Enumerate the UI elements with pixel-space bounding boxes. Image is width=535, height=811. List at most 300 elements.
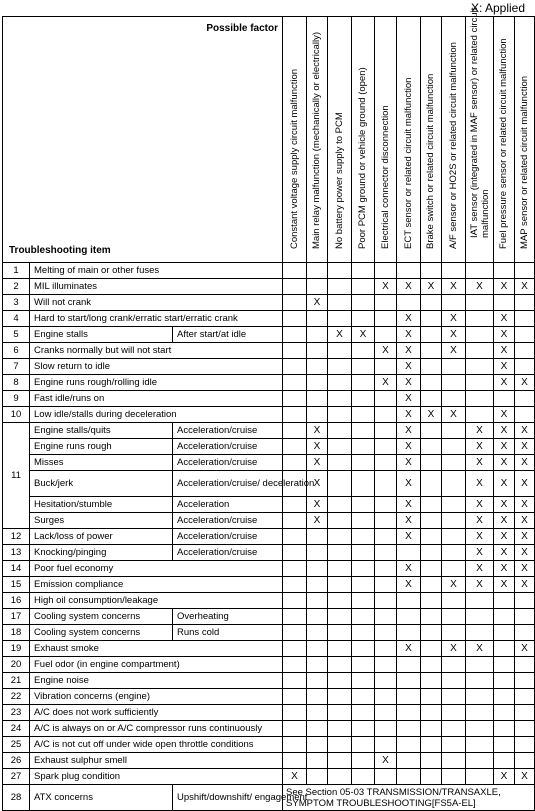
troubleshooting-item-title: Troubleshooting item — [9, 245, 111, 256]
table-row — [3, 769, 535, 785]
troubleshooting-item: Emission compliance — [30, 577, 283, 593]
factor-column-label: MAP sensor or related circuit malfunction — [518, 75, 530, 249]
applied-cell — [515, 391, 535, 407]
applied-cell — [328, 391, 352, 407]
applied-cell — [307, 279, 328, 295]
factor-column-label: A/F sensor or HO2S or related circuit malfunction — [447, 42, 459, 249]
table-row — [3, 263, 535, 279]
applied-cell: X — [397, 561, 421, 577]
applied-cell: X — [494, 407, 515, 423]
applied-cell — [307, 689, 328, 705]
factor-column-label: Electrical connector disconnection — [379, 105, 391, 249]
applied-cell — [283, 545, 307, 561]
applied-cell — [494, 721, 515, 737]
applied-cell — [307, 737, 328, 753]
applied-cell — [283, 737, 307, 753]
applied-cell — [421, 311, 442, 327]
table-row — [3, 439, 535, 455]
applied-cell — [307, 375, 328, 391]
applied-cell: X — [375, 279, 397, 295]
applied-cell — [375, 561, 397, 577]
table-row — [3, 577, 535, 593]
row-number: 28 — [3, 785, 30, 811]
applied-cell — [421, 439, 442, 455]
applied-cell — [375, 721, 397, 737]
applied-cell — [494, 609, 515, 625]
header-row — [3, 17, 535, 263]
applied-cell — [328, 343, 352, 359]
applied-cell: X — [397, 471, 421, 497]
table-row — [3, 641, 535, 657]
applied-cell: X — [494, 455, 515, 471]
applied-cell: X — [397, 391, 421, 407]
applied-cell: X — [494, 769, 515, 785]
factor-column-header — [494, 17, 515, 263]
applied-cell — [515, 705, 535, 721]
applied-cell: X — [397, 311, 421, 327]
troubleshooting-item: Poor fuel economy — [30, 561, 283, 577]
applied-cell — [515, 721, 535, 737]
applied-cell — [421, 327, 442, 343]
applied-cell — [466, 721, 494, 737]
applied-cell — [328, 753, 352, 769]
applied-cell — [352, 769, 375, 785]
factor-column-header — [375, 17, 397, 263]
applied-cell: X — [307, 423, 328, 439]
applied-cell — [328, 375, 352, 391]
row-number: 26 — [3, 753, 30, 769]
applied-cell: X — [515, 423, 535, 439]
factor-column-label: Poor PCM ground or vehicle ground (open) — [357, 67, 369, 249]
applied-cell: X — [466, 497, 494, 513]
applied-cell — [421, 471, 442, 497]
row-number: 20 — [3, 657, 30, 673]
applied-cell — [375, 625, 397, 641]
applied-cell — [352, 439, 375, 455]
applied-cell — [328, 279, 352, 295]
applied-cell — [283, 721, 307, 737]
row-number: 4 — [3, 311, 30, 327]
applied-cell — [466, 391, 494, 407]
applied-cell: X — [397, 641, 421, 657]
applied-cell — [397, 593, 421, 609]
applied-cell — [515, 359, 535, 375]
applied-cell — [352, 625, 375, 641]
applied-cell — [352, 295, 375, 311]
applied-cell — [328, 407, 352, 423]
applied-cell — [442, 529, 466, 545]
applied-cell — [397, 609, 421, 625]
applied-cell — [307, 407, 328, 423]
applied-cell — [328, 359, 352, 375]
applied-cell — [466, 263, 494, 279]
applied-cell: X — [494, 497, 515, 513]
applied-cell: X — [375, 375, 397, 391]
applied-cell — [375, 327, 397, 343]
applied-cell: X — [466, 423, 494, 439]
applied-cell: X — [466, 455, 494, 471]
table-row — [3, 513, 535, 529]
applied-cell: X — [397, 439, 421, 455]
troubleshooting-item: Engine runs rough — [30, 439, 173, 455]
applied-cell: X — [397, 513, 421, 529]
applied-cell — [397, 295, 421, 311]
applied-cell — [328, 593, 352, 609]
applied-cell — [375, 391, 397, 407]
row-number: 1 — [3, 263, 30, 279]
applied-cell — [328, 295, 352, 311]
applied-cell — [375, 609, 397, 625]
applied-cell — [307, 391, 328, 407]
troubleshooting-item: Vibration concerns (engine) — [30, 689, 283, 705]
applied-cell: X — [494, 279, 515, 295]
applied-cell — [442, 721, 466, 737]
applied-cell — [442, 497, 466, 513]
applied-cell — [283, 561, 307, 577]
applied-cell — [352, 609, 375, 625]
table-row — [3, 279, 535, 295]
applied-cell — [328, 545, 352, 561]
applied-cell: X — [397, 529, 421, 545]
applied-cell — [494, 625, 515, 641]
applied-cell — [307, 545, 328, 561]
applied-cell — [307, 753, 328, 769]
applied-cell: X — [515, 439, 535, 455]
applied-cell — [352, 407, 375, 423]
applied-cell — [307, 577, 328, 593]
applied-cell — [375, 641, 397, 657]
troubleshooting-item: Surges — [30, 513, 173, 529]
factor-column-header — [515, 17, 535, 263]
applied-cell — [352, 737, 375, 753]
applied-cell: X — [442, 311, 466, 327]
applied-cell — [466, 609, 494, 625]
applied-cell: X — [515, 497, 535, 513]
applied-cell — [421, 673, 442, 689]
applied-cell — [283, 641, 307, 657]
applied-cell: X — [466, 439, 494, 455]
applied-cell — [283, 439, 307, 455]
applied-cell: X — [421, 279, 442, 295]
row-number: 14 — [3, 561, 30, 577]
applied-cell — [352, 471, 375, 497]
applied-cell — [283, 577, 307, 593]
applied-cell — [328, 737, 352, 753]
applied-cell — [352, 545, 375, 561]
factor-column-label: IAT sensor (integrated in MAF sensor) or related circuit malfunction — [468, 7, 491, 238]
troubleshooting-item: A/C is always on or A/C compressor runs continuously — [30, 721, 283, 737]
applied-cell: X — [397, 577, 421, 593]
applied-cell — [375, 689, 397, 705]
applied-cell — [283, 311, 307, 327]
applied-cell — [283, 423, 307, 439]
applied-cell — [397, 721, 421, 737]
applied-cell: X — [515, 769, 535, 785]
applied-cell — [494, 593, 515, 609]
applied-cell: X — [466, 545, 494, 561]
table-row — [3, 497, 535, 513]
applied-cell — [375, 593, 397, 609]
applied-cell — [421, 609, 442, 625]
applied-cell — [375, 359, 397, 375]
applied-cell — [328, 721, 352, 737]
troubleshooting-item: Slow return to idle — [30, 359, 283, 375]
troubleshooting-item: Low idle/stalls during deceleration — [30, 407, 283, 423]
factor-column-header — [307, 17, 328, 263]
applied-cell — [494, 263, 515, 279]
applied-cell — [421, 689, 442, 705]
factor-column-header — [397, 17, 421, 263]
applied-cell — [442, 609, 466, 625]
troubleshooting-item: Will not crank — [30, 295, 283, 311]
applied-cell — [466, 359, 494, 375]
table-row — [3, 529, 535, 545]
applied-cell — [421, 455, 442, 471]
applied-cell — [328, 471, 352, 497]
applied-cell — [466, 407, 494, 423]
item-condition: Acceleration/cruise — [173, 455, 283, 471]
applied-cell — [442, 593, 466, 609]
applied-cell — [515, 625, 535, 641]
applied-cell — [397, 753, 421, 769]
factor-column-header — [328, 17, 352, 263]
applied-cell — [375, 407, 397, 423]
applied-cell: X — [397, 423, 421, 439]
applied-cell — [515, 673, 535, 689]
applied-cell: X — [283, 769, 307, 785]
applied-cell: X — [515, 455, 535, 471]
factor-column-label: Fuel pressure sensor or related circuit malfunction — [498, 38, 510, 249]
factor-column-label: Brake switch or related circuit malfunction — [425, 73, 437, 249]
applied-cell — [442, 705, 466, 721]
troubleshooting-item: Spark plug condition — [30, 769, 283, 785]
table-row — [3, 423, 535, 439]
applied-cell: X — [352, 327, 375, 343]
applied-cell: X — [442, 343, 466, 359]
applied-cell — [328, 657, 352, 673]
troubleshooting-item: Cooling system concerns — [30, 609, 173, 625]
factor-column-header — [442, 17, 466, 263]
applied-cell — [494, 641, 515, 657]
applied-cell — [375, 737, 397, 753]
table-row — [3, 625, 535, 641]
table-row — [3, 407, 535, 423]
troubleshooting-item: Exhaust sulphur smell — [30, 753, 283, 769]
applied-cell — [283, 609, 307, 625]
applied-cell — [375, 439, 397, 455]
troubleshooting-item: Exhaust smoke — [30, 641, 283, 657]
applied-cell — [515, 753, 535, 769]
applied-cell — [328, 311, 352, 327]
applied-cell — [283, 263, 307, 279]
applied-cell: X — [307, 455, 328, 471]
applied-cell — [375, 455, 397, 471]
troubleshooting-item: Engine runs rough/rolling idle — [30, 375, 283, 391]
applied-cell — [328, 263, 352, 279]
applied-cell — [352, 641, 375, 657]
applied-cell — [421, 657, 442, 673]
troubleshooting-item: Engine stalls/quits — [30, 423, 173, 439]
applied-cell — [515, 327, 535, 343]
applied-cell — [421, 545, 442, 561]
applied-cell — [352, 689, 375, 705]
applied-cell — [421, 753, 442, 769]
row-number: 12 — [3, 529, 30, 545]
applied-cell — [328, 577, 352, 593]
applied-cell: X — [515, 279, 535, 295]
applied-cell — [494, 689, 515, 705]
row-number: 9 — [3, 391, 30, 407]
item-condition: Upshift/downshift/ engagement — [173, 785, 283, 811]
applied-cell — [328, 689, 352, 705]
applied-cell — [421, 423, 442, 439]
applied-cell: X — [466, 529, 494, 545]
applied-cell: X — [515, 577, 535, 593]
row-number: 5 — [3, 327, 30, 343]
applied-cell: X — [494, 327, 515, 343]
applied-cell — [352, 359, 375, 375]
item-condition: Overheating — [173, 609, 283, 625]
applied-cell — [515, 311, 535, 327]
header-corner — [3, 17, 283, 263]
table-row — [3, 455, 535, 471]
table-row — [3, 753, 535, 769]
troubleshooting-item: High oil consumption/leakage — [30, 593, 283, 609]
item-condition: Acceleration/cruise/ deceleration — [173, 471, 283, 497]
applied-cell — [375, 673, 397, 689]
applied-cell — [352, 705, 375, 721]
applied-cell — [328, 625, 352, 641]
applied-cell — [328, 705, 352, 721]
applied-cell — [421, 295, 442, 311]
applied-cell — [352, 343, 375, 359]
applied-cell — [375, 705, 397, 721]
applied-cell — [352, 673, 375, 689]
row-number: 3 — [3, 295, 30, 311]
applied-cell — [421, 529, 442, 545]
applied-cell — [397, 263, 421, 279]
applied-cell — [421, 497, 442, 513]
applied-cell — [421, 577, 442, 593]
applied-cell — [375, 577, 397, 593]
applied-cell: X — [442, 327, 466, 343]
applied-cell — [283, 657, 307, 673]
applied-cell — [307, 529, 328, 545]
applied-cell — [515, 657, 535, 673]
applied-cell — [421, 391, 442, 407]
applied-cell — [307, 769, 328, 785]
troubleshooting-item: Hesitation/stumble — [30, 497, 173, 513]
applied-cell: X — [466, 279, 494, 295]
applied-cell — [352, 375, 375, 391]
applied-cell — [515, 295, 535, 311]
applied-cell — [466, 705, 494, 721]
applied-cell — [307, 721, 328, 737]
applied-cell — [466, 673, 494, 689]
applied-cell: X — [494, 359, 515, 375]
applied-cell — [421, 359, 442, 375]
applied-cell — [442, 375, 466, 391]
applied-cell: X — [515, 641, 535, 657]
item-condition: Acceleration/cruise — [173, 513, 283, 529]
applied-cell — [328, 561, 352, 577]
applied-cell — [307, 705, 328, 721]
troubleshooting-item: Buck/jerk — [30, 471, 173, 497]
applied-cell: X — [494, 561, 515, 577]
applied-cell: X — [375, 343, 397, 359]
applied-cell: X — [494, 513, 515, 529]
applied-cell — [307, 561, 328, 577]
applied-cell — [328, 673, 352, 689]
applied-cell: X — [494, 471, 515, 497]
applied-cell — [307, 593, 328, 609]
factor-column-header — [421, 17, 442, 263]
row-number: 13 — [3, 545, 30, 561]
applied-cell — [283, 513, 307, 529]
applied-cell: X — [515, 375, 535, 391]
applied-cell — [466, 689, 494, 705]
applied-cell — [421, 641, 442, 657]
reference-note: See Section 05-03 TRANSMISSION/TRANSAXLE, SYMPTOM TROUBLESHOOTING[FS5A-EL] — [283, 785, 535, 811]
table-row — [3, 545, 535, 561]
troubleshooting-item: Engine stalls — [30, 327, 173, 343]
applied-cell: X — [466, 577, 494, 593]
applied-cell — [283, 375, 307, 391]
applied-cell — [283, 295, 307, 311]
applied-cell — [352, 753, 375, 769]
applied-cell — [307, 263, 328, 279]
applied-cell: X — [515, 545, 535, 561]
row-number: 22 — [3, 689, 30, 705]
applied-cell: X — [494, 439, 515, 455]
row-number: 23 — [3, 705, 30, 721]
applied-cell: X — [442, 407, 466, 423]
applied-cell — [328, 769, 352, 785]
applied-cell — [328, 529, 352, 545]
applied-cell — [494, 753, 515, 769]
applied-cell — [352, 529, 375, 545]
table-row — [3, 359, 535, 375]
row-number: 16 — [3, 593, 30, 609]
applied-cell — [352, 455, 375, 471]
table-row — [3, 311, 535, 327]
applied-cell — [442, 769, 466, 785]
item-condition: Acceleration — [173, 497, 283, 513]
row-number: 10 — [3, 407, 30, 423]
troubleshooting-item: A/C is not cut off under wide open throttle conditions — [30, 737, 283, 753]
applied-cell — [442, 545, 466, 561]
applied-cell — [307, 327, 328, 343]
table-row — [3, 593, 535, 609]
applied-cell — [375, 513, 397, 529]
troubleshooting-item: Engine noise — [30, 673, 283, 689]
applied-cell — [466, 343, 494, 359]
item-condition: Acceleration/cruise — [173, 439, 283, 455]
applied-cell: X — [397, 327, 421, 343]
row-number: 2 — [3, 279, 30, 295]
applied-cell: X — [307, 471, 328, 497]
applied-cell — [442, 513, 466, 529]
applied-cell — [442, 295, 466, 311]
applied-cell — [283, 455, 307, 471]
table-row — [3, 721, 535, 737]
row-number: 25 — [3, 737, 30, 753]
table-row — [3, 689, 535, 705]
applied-cell: X — [421, 407, 442, 423]
applied-cell: X — [328, 327, 352, 343]
applied-cell — [352, 263, 375, 279]
applied-cell: X — [307, 513, 328, 529]
